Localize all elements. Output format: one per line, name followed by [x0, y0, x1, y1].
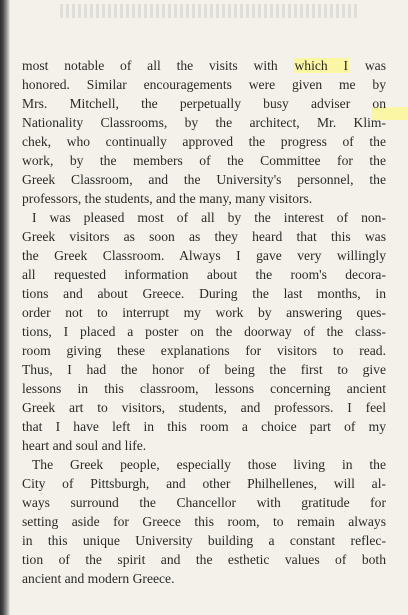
text-segment: I was pleased most of all by the interest of non- — [32, 210, 386, 225]
text-line — [22, 94, 386, 113]
text-line — [22, 56, 386, 75]
text-line — [22, 379, 386, 398]
text-line — [22, 360, 386, 379]
text-segment: ways surround the Chancellor with gratitude for — [22, 495, 386, 510]
text-segment: The Greek people, especially those living in the — [32, 457, 386, 472]
text-line — [22, 512, 386, 531]
page-text — [22, 56, 386, 588]
text-segment: work, by the members of the Committee for the — [22, 153, 386, 168]
text-line — [22, 208, 386, 227]
text-segment: professors, the students, and the many, many visitors. — [22, 191, 313, 206]
text-segment: tions, I placed a poster on the doorway of the class- — [22, 324, 386, 339]
text-line — [22, 246, 386, 265]
text-line — [22, 265, 386, 284]
text-segment: the Greek Classroom. Always I gave very willingly — [22, 248, 386, 263]
text-segment: Greek visitors as soon as they heard that this was — [22, 229, 386, 244]
text-line — [22, 455, 386, 474]
text-segment: in this unique University building a constant reflec- — [22, 533, 386, 548]
text-line — [22, 227, 386, 246]
text-segment: chek, who continually approved the progress of the — [22, 134, 386, 149]
text-line — [22, 132, 386, 151]
text-segment: room giving these explanations for visitors to read. — [22, 343, 386, 358]
text-line — [22, 322, 386, 341]
text-line — [22, 417, 386, 436]
text-line — [22, 436, 386, 455]
paragraph-2 — [22, 208, 386, 455]
text-line — [22, 493, 386, 512]
text-segment: all requested information about the room's decora- — [22, 267, 386, 282]
text-segment: tion of the spirit and the esthetic values of both — [22, 552, 386, 567]
text-line — [22, 550, 386, 569]
text-line — [22, 113, 386, 132]
text-line — [22, 474, 386, 493]
text-line — [22, 75, 386, 94]
bleed-through-text — [60, 4, 360, 18]
text-line — [22, 303, 386, 322]
text-segment: order not to interrupt my work by answering ques- — [22, 305, 386, 320]
text-segment: Mrs. Mitchell, the perpetually busy adviser on — [22, 96, 386, 111]
paragraph-3 — [22, 455, 386, 588]
text-segment: Greek art to visitors, students, and professors. I feel — [22, 400, 386, 415]
text-segment: honored. Similar encouragements were given me by — [22, 77, 386, 92]
text-segment: ancient and modern Greece. — [22, 571, 175, 586]
text-line — [22, 398, 386, 417]
text-line — [22, 189, 386, 208]
paragraph-1 — [22, 56, 386, 208]
text-segment: setting aside for Greece this room, to remain always — [22, 514, 386, 529]
text-segment: most notable of all the visits with — [22, 58, 294, 73]
text-line — [22, 341, 386, 360]
highlighted-text: which I — [294, 58, 349, 73]
text-segment: heart and soul and life. — [22, 438, 147, 453]
text-segment: City of Pittsburgh, and other Philhellenes, will al- — [22, 476, 386, 491]
text-line — [22, 170, 386, 189]
text-line — [22, 284, 386, 303]
text-line — [22, 569, 386, 588]
text-line — [22, 151, 386, 170]
text-segment: was — [349, 58, 386, 73]
text-segment: lessons in this classroom, lessons concerning ancient — [22, 381, 386, 396]
book-binding-shadow — [0, 0, 10, 615]
text-segment: tions and about Greece. During the last months, in — [22, 286, 386, 301]
text-segment: Nationality Classrooms, by the architect, Mr. Klim- — [22, 115, 386, 130]
text-line — [22, 531, 386, 550]
text-segment: Thus, I had the honor of being the first to give — [22, 362, 386, 377]
text-segment: that I have left in this room a choice part of my — [22, 419, 386, 434]
text-segment: Greek Classroom, and the University's personnel, the — [22, 172, 386, 187]
